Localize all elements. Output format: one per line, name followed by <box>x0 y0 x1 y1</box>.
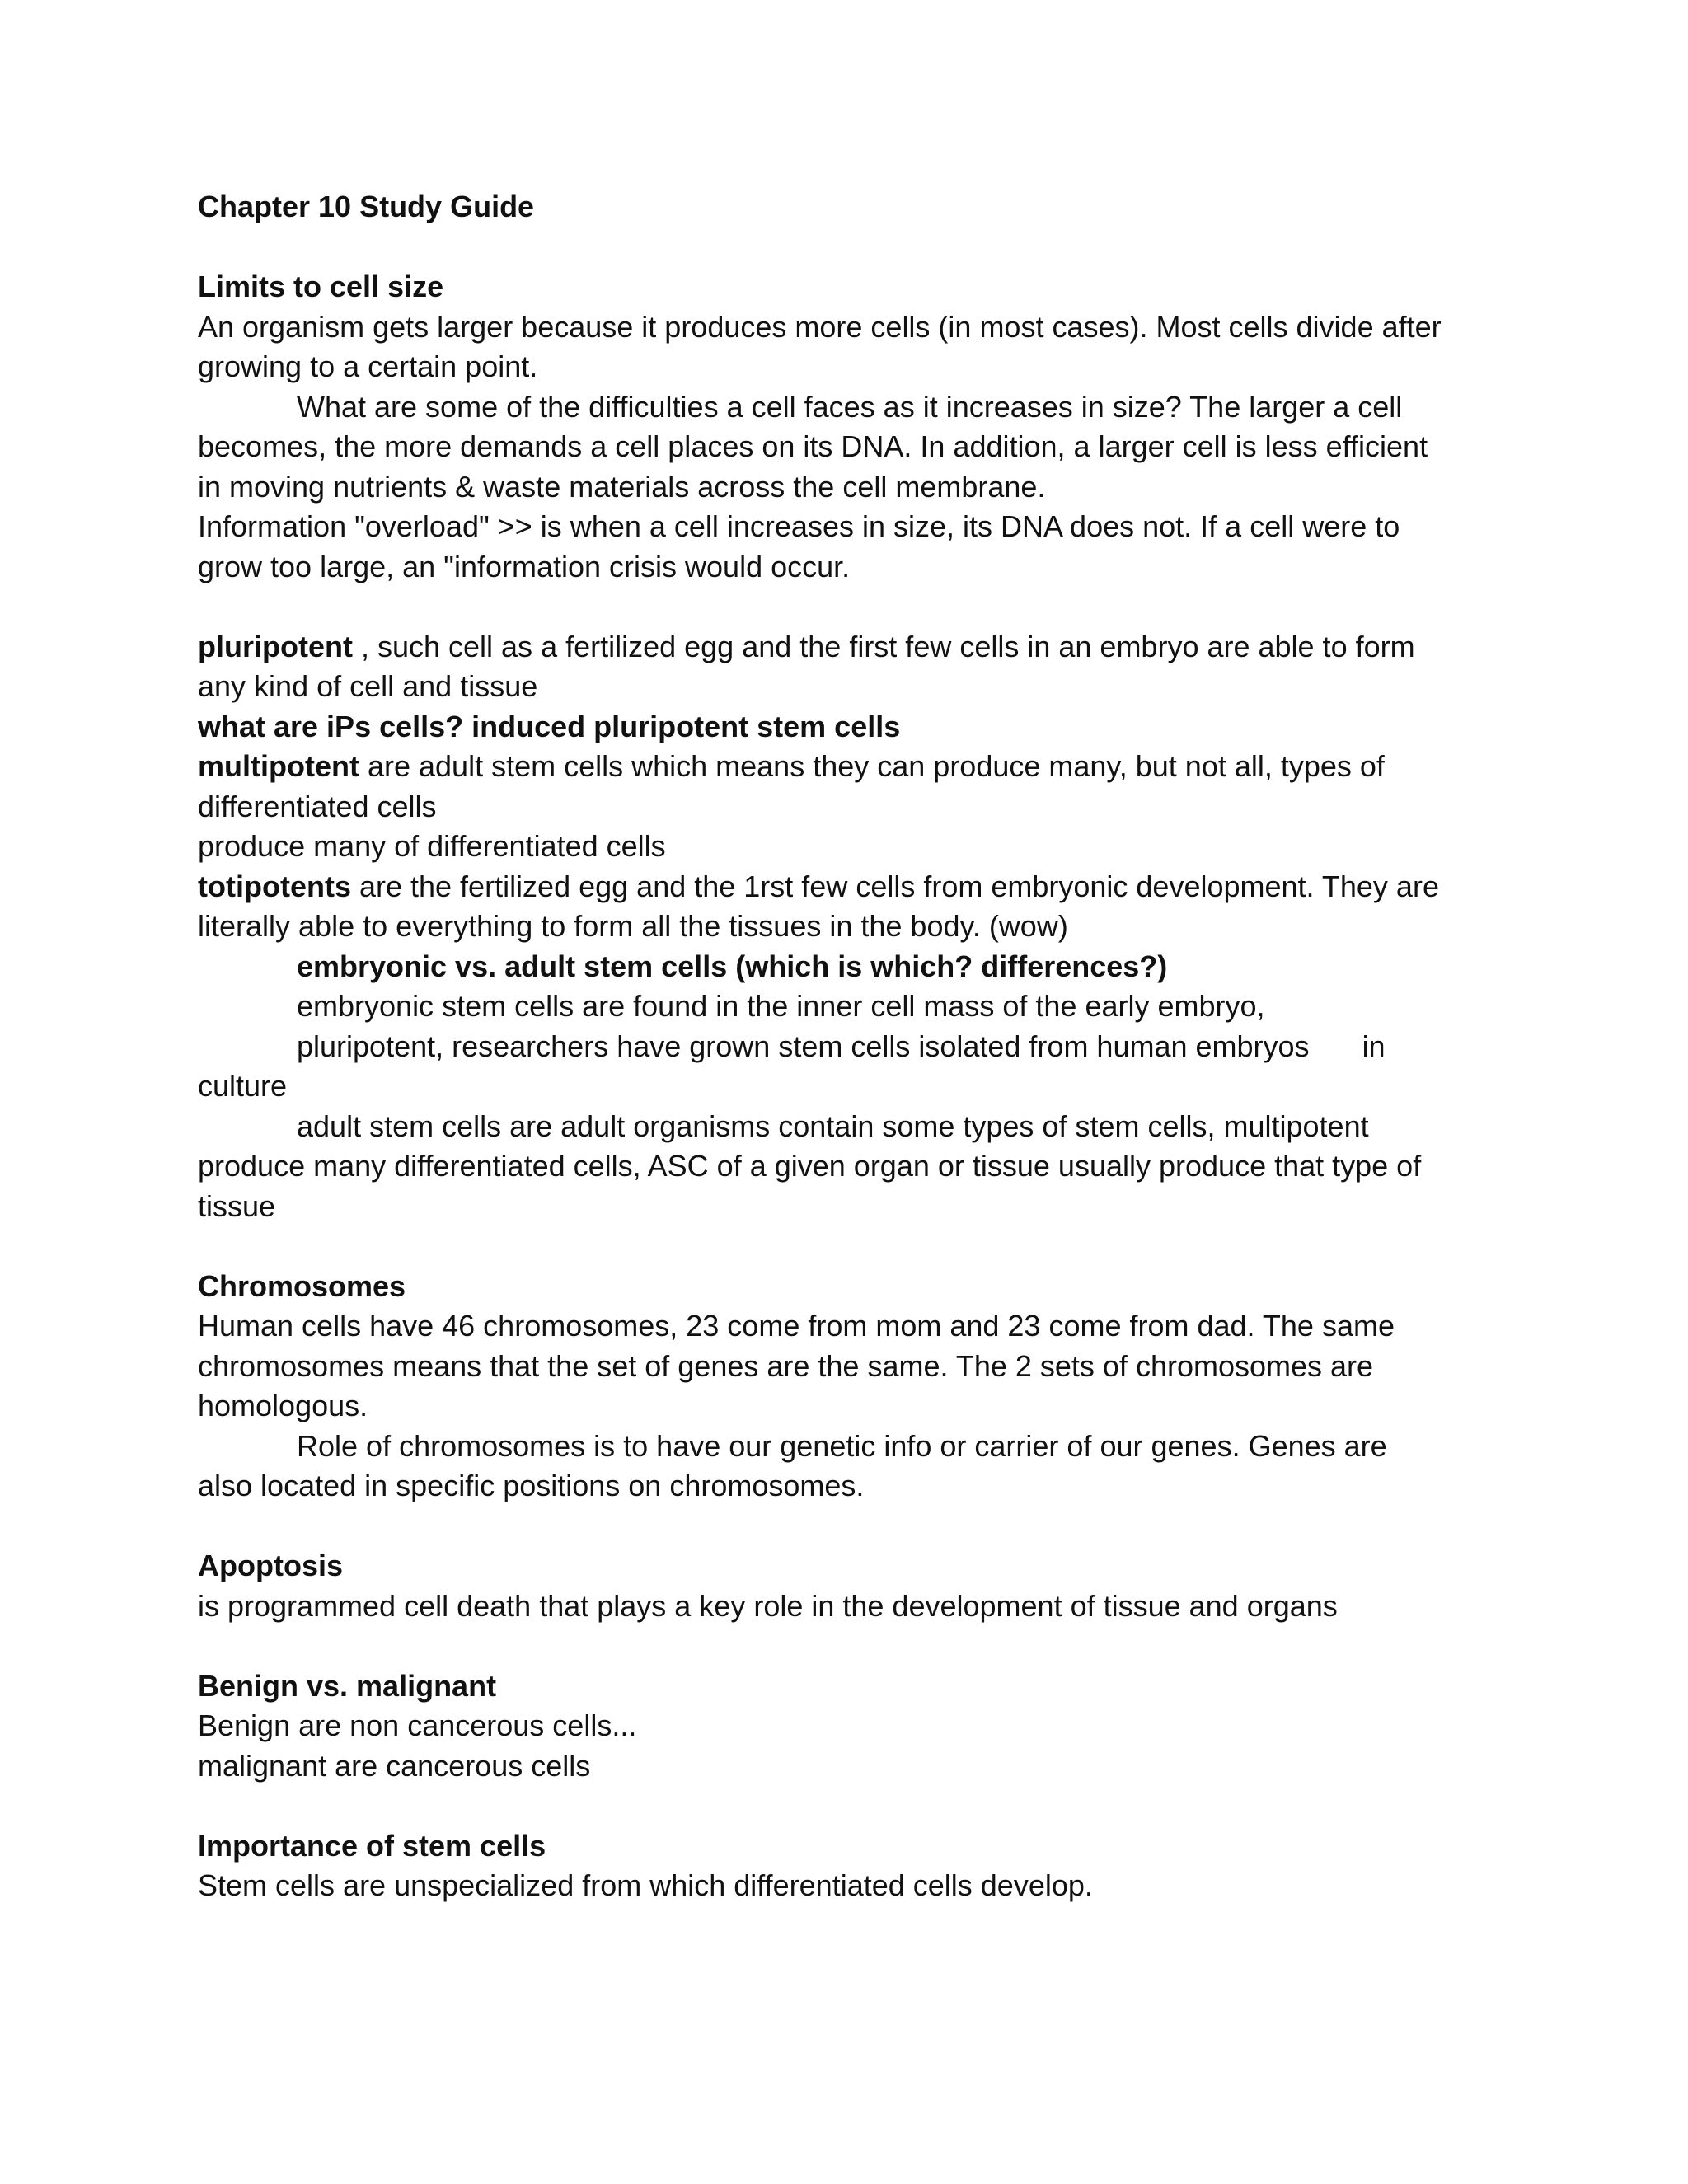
paragraph-line: Role of chromosomes is to have our genetic info or carrier of our genes. Genes are <box>297 1428 1387 1463</box>
term-multipotent: multipotent <box>198 749 359 783</box>
term-pluripotent: pluripotent <box>198 629 353 663</box>
line-text: pluripotent, researchers have grown stem cells isolated from human embryos <box>297 1029 1310 1063</box>
paragraph-line: homologous. <box>198 1389 368 1422</box>
section-heading-apoptosis: Apoptosis <box>198 1549 343 1582</box>
paragraph-line: An organism gets larger because it produces more cells (in most cases). Most cells divide after <box>198 309 1442 344</box>
paragraph-line: produce many of differentiated cells <box>198 829 666 863</box>
spacer <box>198 227 1500 268</box>
definition-pluripotent <box>198 627 1500 668</box>
line-text-end: in <box>1362 1029 1386 1063</box>
paragraph-line: any kind of cell and tissue <box>198 669 538 703</box>
paragraph-line: malignant are cancerous cells <box>198 1748 591 1783</box>
paragraph-line: Benign are non cancerous cells... <box>198 1708 637 1742</box>
paragraph-line: What are some of the difficulties a cell faces as it increases in size? The larger a cell <box>297 389 1403 424</box>
paragraph-line: Stem cells are unspecialized from which differentiated cells develop. <box>198 1868 1093 1902</box>
question-ips-cells: what are iPs cells? induced pluripotent stem cells <box>198 709 901 743</box>
paragraph-line: becomes, the more demands a cell places on its DNA. In addition, a larger cell is less efficient <box>198 429 1428 463</box>
page-title: Chapter 10 Study Guide <box>198 190 535 223</box>
paragraph-line: literally able to everything to form all the tissues in the body. (wow) <box>198 909 1068 943</box>
spacer <box>198 1507 1500 1547</box>
paragraph-line: growing to a certain point. <box>198 349 538 383</box>
paragraph-line: chromosomes means that the set of genes are the same. The 2 sets of chromosomes are <box>198 1348 1374 1383</box>
paragraph-line: is programmed cell death that plays a key role in the development of tissue and organs <box>198 1588 1338 1623</box>
paragraph-line: in moving nutrients & waste materials across the cell membrane. <box>198 469 1046 504</box>
definition-multipotent <box>198 747 1500 787</box>
spacer <box>198 587 1500 627</box>
term-totipotent: totipotents <box>198 869 351 903</box>
spacer <box>198 1626 1500 1666</box>
document-body <box>198 187 1500 1906</box>
definition-text: , such cell as a fertilized egg and the first few cells in an embryo are able to form <box>352 629 1415 663</box>
paragraph-line: embryonic stem cells are found in the inner cell mass of the early embryo, <box>297 989 1265 1023</box>
definition-text: are adult stem cells which means they can produce many, but not all, types of <box>359 749 1385 783</box>
definition-totipotent <box>198 867 1500 907</box>
paragraph-line: culture <box>198 1069 288 1103</box>
section-heading-benign: Benign vs. malignant <box>198 1668 497 1703</box>
spacer <box>198 1226 1500 1267</box>
paragraph-line: grow too large, an "information crisis would occur. <box>198 549 851 583</box>
paragraph-line: tissue <box>198 1188 276 1223</box>
definition-text: are the fertilized egg and the 1rst few cells from embryonic development. They are <box>350 869 1439 903</box>
section-heading-chromosomes: Chromosomes <box>198 1268 406 1303</box>
paragraph-line: differentiated cells <box>198 789 437 823</box>
section-heading-stem-cells: Importance of stem cells <box>198 1828 546 1863</box>
paragraph-line: produce many differentiated cells, ASC of a given organ or tissue usually produce that type of <box>198 1149 1422 1183</box>
paragraph-line: adult stem cells are adult organisms contain some types of stem cells, multipotent <box>297 1108 1369 1143</box>
section-heading-limits: Limits to cell size <box>198 269 444 303</box>
paragraph-line <box>198 1027 1500 1067</box>
paragraph-line: Information "overload" >> is when a cell increases in size, its DNA does not. If a cell were to <box>198 509 1400 543</box>
spacer <box>198 1786 1500 1826</box>
paragraph-line: Human cells have 46 chromosomes, 23 come from mom and 23 come from dad. The same <box>198 1309 1395 1343</box>
subheading-embryonic-vs-adult: embryonic vs. adult stem cells (which is which? differences?) <box>297 949 1168 983</box>
paragraph-line: also located in specific positions on chromosomes. <box>198 1469 865 1502</box>
